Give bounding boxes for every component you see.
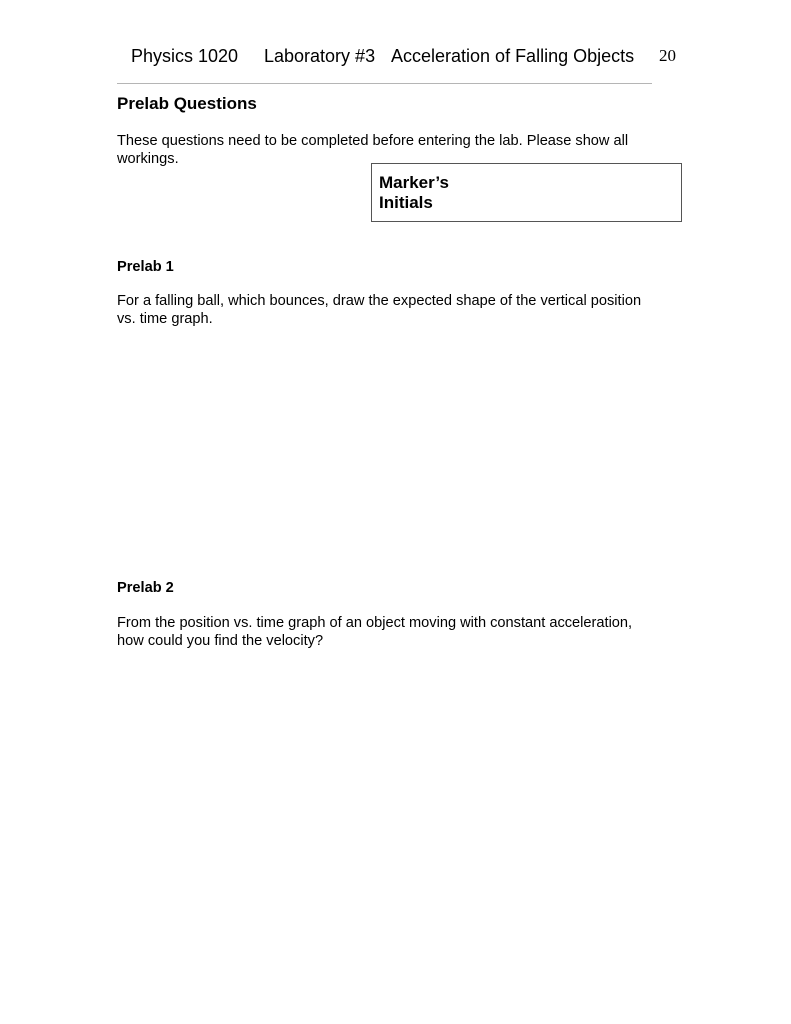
markers-initials-label-line-1: Marker’s — [379, 173, 449, 192]
intro-line-1: These questions need to be completed before entering the lab. Please show all — [117, 133, 629, 149]
markers-initials-label-line-2: Initials — [379, 193, 433, 212]
header-divider — [117, 83, 652, 84]
header-course: Physics 1020 — [131, 46, 239, 66]
markers-initials-label — [379, 173, 449, 213]
intro-line-2: workings. — [117, 151, 179, 167]
header-lab-title: Acceleration of Falling Objects — [391, 46, 635, 66]
prelab-1-question-line-2: vs. time graph. — [117, 311, 213, 327]
prelab-2-question-line-1: From the position vs. time graph of an object moving with constant acceleration, — [117, 615, 633, 631]
page-title: Prelab Questions — [117, 94, 257, 113]
markers-initials-box — [371, 163, 682, 222]
prelab-1-title: Prelab 1 — [117, 259, 174, 275]
prelab-2-question-line-2: how could you find the velocity? — [117, 633, 324, 649]
prelab-2-title: Prelab 2 — [117, 580, 174, 596]
page-number: 20 — [659, 46, 676, 65]
prelab-1-question-line-1: For a falling ball, which bounces, draw the expected shape of the vertical position — [117, 293, 642, 309]
header-lab-number: Laboratory #3 — [264, 46, 376, 66]
